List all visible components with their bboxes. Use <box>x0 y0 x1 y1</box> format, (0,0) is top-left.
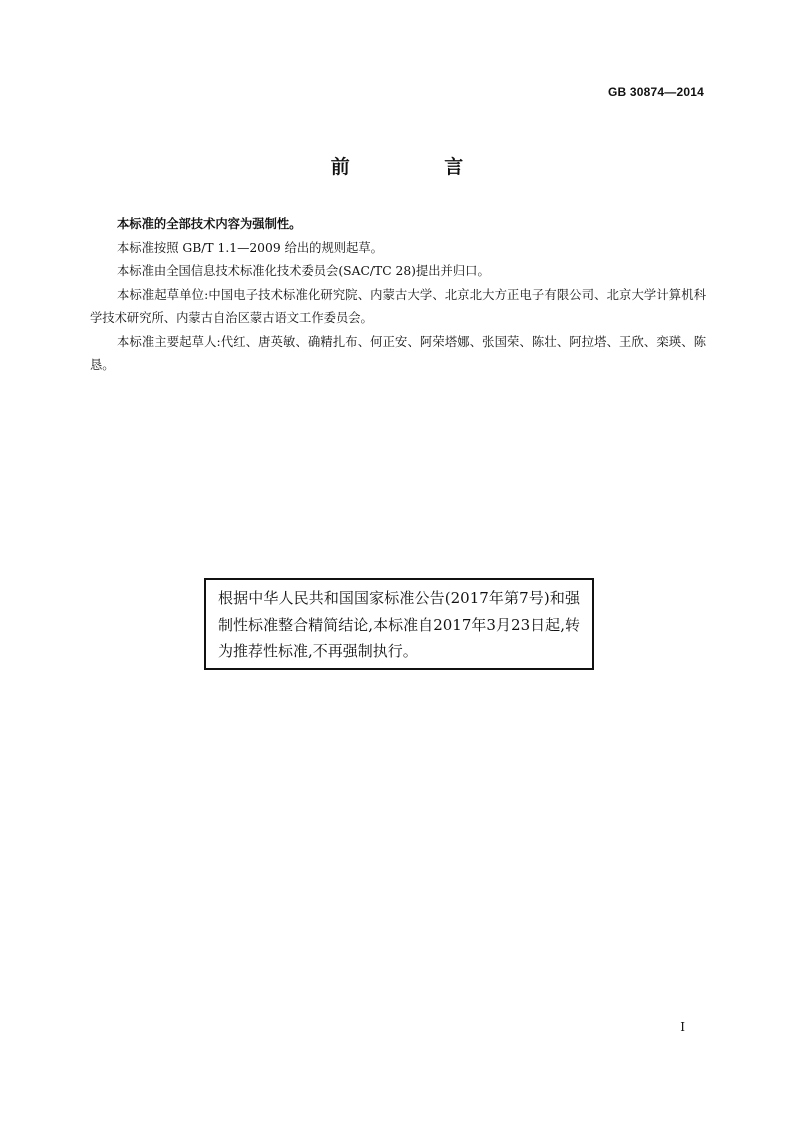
mandatory-statement: 本标准的全部技术内容为强制性。 <box>117 217 302 231</box>
page-title: 前 言 <box>330 156 508 178</box>
status-notice-box: 根据中华人民共和国国家标准公告(2017年第7号)和强制性标准整合精简结论,本标准自2017年3月23日起,转为推荐性标准,不再强制执行。 <box>204 578 594 670</box>
drafters-paragraph: 本标准主要起草人:代红、唐英敏、确精扎布、何正安、阿荣塔娜、张国荣、陈壮、阿拉塔、王欣、栾瑛、陈恳。 <box>90 334 706 372</box>
drafting-units-paragraph: 本标准起草单位:中国电子技术标准化研究院、内蒙古大学、北京北大方正电子有限公司、北京大学计算机科学技术研究所、内蒙古自治区蒙古语文工作委员会。 <box>90 287 706 325</box>
drafting-rules-paragraph: 本标准按照 GB/T 1.1—2009 给出的规则起草。 <box>117 240 383 255</box>
page-number: I <box>680 1020 685 1034</box>
standard-code: GB 30874—2014 <box>608 85 704 99</box>
proposer-paragraph: 本标准由全国信息技术标准化技术委员会(SAC/TC 28)提出并归口。 <box>117 264 490 278</box>
foreword-body <box>90 213 706 378</box>
